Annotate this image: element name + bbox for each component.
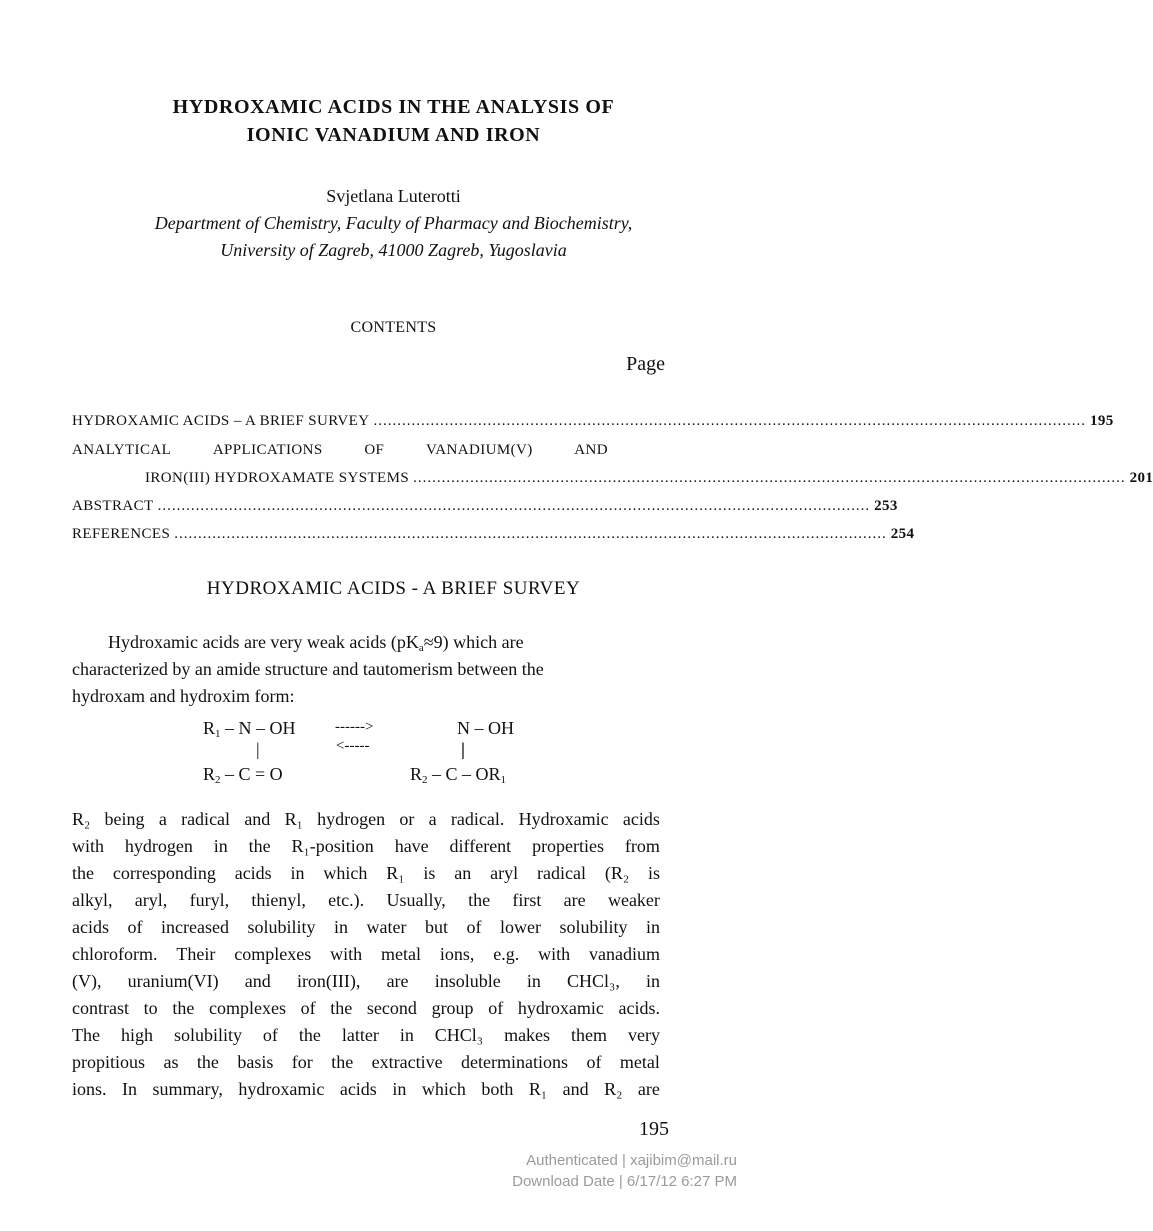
body-word: with [72, 836, 105, 856]
body-word: R₁ [528, 1079, 548, 1099]
body-word: (V), [72, 971, 102, 991]
body-word: contrast [72, 998, 129, 1018]
toc-entry[interactable] [72, 498, 898, 515]
body-word: alkyl, [72, 890, 113, 910]
body-line [72, 836, 660, 857]
body-word: the [468, 890, 491, 910]
body-word: but [424, 917, 448, 937]
body-word: aryl [490, 863, 519, 883]
intro-line-3: hydroxam and hydroxim form: [72, 686, 295, 706]
body-word: the [196, 1052, 219, 1072]
body-word: hydrogen [124, 836, 193, 856]
body-word: radical [181, 809, 231, 829]
body-word: a [158, 809, 167, 829]
body-word: from [624, 836, 660, 856]
body-word: solubility [247, 917, 316, 937]
toc-word: OF [364, 442, 385, 458]
body-word: water [366, 917, 407, 937]
body-word: different [449, 836, 512, 856]
body-line [72, 1079, 660, 1100]
watermark-download-date: Download Date | 6/17/12 6:27 PM [512, 1173, 737, 1190]
toc-word: VANADIUM(V) [425, 442, 533, 458]
body-word: and [562, 1079, 589, 1099]
body-word: a [428, 809, 437, 829]
affiliation-line-1: Department of Chemistry, Faculty of Pharmacy and Biochemistry, [154, 213, 633, 233]
body-word: of [488, 998, 504, 1018]
toc-leader: ...................................................................................................................................................... [157, 498, 871, 514]
body-word: CHCl₃ [434, 1025, 484, 1045]
body-word: and [244, 809, 271, 829]
scheme-hydroxim-bottom: $R_2$ – C – $OR_1$ [410, 764, 507, 786]
body-word: solubility [559, 917, 628, 937]
body-word: and [244, 971, 271, 991]
body-word: chloroform. [72, 944, 158, 964]
body-word: The [72, 1025, 100, 1045]
scheme-bond-left: | [256, 739, 260, 759]
toc-entry-page: 253 [874, 498, 898, 514]
body-word: very [627, 1025, 660, 1045]
body-word: the [72, 863, 94, 883]
body-word: which [323, 863, 368, 883]
body-word: corresponding [112, 863, 216, 883]
body-word: latter [341, 1025, 379, 1045]
body-word: CHCl₃, [567, 971, 620, 991]
affiliation-line-2: University of Zagreb, 41000 Zagreb, Yugoslavia [220, 240, 567, 260]
section-heading: HYDROXAMIC ACIDS - A BRIEF SURVEY [206, 578, 581, 599]
toc-entry[interactable] [145, 470, 1153, 487]
toc-leader: ...................................................................................................................................................... [174, 526, 887, 542]
scheme-hydroxam-top: $R_1$ – N – OH [203, 718, 296, 740]
body-word: high [120, 1025, 153, 1045]
body-word: of [300, 998, 316, 1018]
body-word: acids [234, 863, 272, 883]
body-word: etc.). [328, 890, 365, 910]
body-word: R₂ [72, 809, 91, 829]
body-word: both [481, 1079, 514, 1099]
body-word: acids [339, 1079, 377, 1099]
body-word: in [333, 917, 348, 937]
author-name: Svjetlana Luterotti [326, 186, 461, 206]
contents-heading: CONTENTS [350, 319, 437, 336]
body-word: Hydroxamic [518, 809, 609, 829]
body-line [72, 890, 660, 911]
toc-entry[interactable] [72, 526, 915, 543]
watermark-authenticated: Authenticated | xajibim@mail.ru [526, 1152, 737, 1169]
body-line [72, 971, 660, 992]
body-word: radical [537, 863, 586, 883]
body-word: in [645, 971, 660, 991]
body-word: in [526, 971, 541, 991]
body-line [72, 1025, 660, 1046]
body-word: are [386, 971, 409, 991]
body-word: summary, [152, 1079, 223, 1099]
body-word: the [331, 1052, 354, 1072]
body-word: e.g. [493, 944, 520, 964]
body-word: uranium(VI) [127, 971, 219, 991]
toc-entry-title: HYDROXAMIC ACIDS – A BRIEF SURVEY [72, 413, 370, 429]
body-word: R₁-position [291, 836, 374, 856]
body-word: basis [237, 1052, 274, 1072]
body-word: is [647, 863, 660, 883]
body-word: have [394, 836, 429, 856]
body-line [72, 998, 660, 1019]
body-word: acids [622, 809, 660, 829]
body-word: Usually, [386, 890, 446, 910]
toc-word: ANALYTICAL [72, 442, 172, 458]
body-word: lower [499, 917, 541, 937]
body-line [72, 1052, 660, 1073]
body-word: hydrogen [317, 809, 386, 829]
body-word: properties [532, 836, 605, 856]
body-word: complexes [208, 998, 286, 1018]
body-word: makes [504, 1025, 551, 1045]
scheme-forward-arrow: ------> [335, 719, 374, 735]
body-word: metal [619, 1052, 660, 1072]
body-word: in [392, 1079, 407, 1099]
body-word: for [291, 1052, 313, 1072]
scheme-hydroxim-top: N – OH [457, 718, 514, 738]
toc-leader: ...................................................................................................................................................... [373, 413, 1086, 429]
body-word: an [454, 863, 472, 883]
toc-entry-page: 254 [890, 526, 915, 542]
body-word: the [330, 998, 353, 1018]
body-word: R₁ [386, 863, 405, 883]
body-word: is [423, 863, 436, 883]
body-word: extractive [371, 1052, 443, 1072]
body-word: metal [380, 944, 421, 964]
scheme-bond-right: | [461, 739, 465, 759]
body-word: them [571, 1025, 608, 1045]
toc-entry-page: 201 [1129, 470, 1153, 486]
intro-line-2: characterized by an amide structure and tautomerism between the [72, 659, 544, 679]
page-number: 195 [639, 1118, 669, 1140]
body-word: with [330, 944, 363, 964]
body-word: (R₂ [604, 863, 630, 883]
body-word: in [290, 863, 305, 883]
article-title-line-2: IONIC VANADIUM AND IRON [246, 124, 541, 146]
body-word: vanadium [588, 944, 660, 964]
scheme-hydroxam-bottom: $R_2 - C = O$ [203, 764, 283, 786]
toc-entry-title: IRON(III) HYDROXAMATE SYSTEMS [145, 470, 410, 486]
body-word: in [399, 1025, 414, 1045]
body-word: group [431, 998, 474, 1018]
toc-entry-page: 195 [1089, 413, 1114, 429]
body-line [72, 809, 660, 830]
body-word: complexes [234, 944, 312, 964]
toc-entry-title: REFERENCES [72, 526, 171, 542]
body-word: of [586, 1052, 602, 1072]
body-word: ions, [439, 944, 475, 964]
toc-word: AND [574, 442, 608, 458]
body-word: being [104, 809, 145, 829]
toc-word: APPLICATIONS [212, 442, 323, 458]
body-word: or [399, 809, 415, 829]
body-word: the [298, 1025, 321, 1045]
body-word: insoluble [434, 971, 501, 991]
body-word: hydroxamic [238, 1079, 325, 1099]
body-word: iron(III), [296, 971, 361, 991]
article-title-line-1: HYDROXAMIC ACIDS IN THE ANALYSIS OF [172, 96, 615, 118]
body-word: as [163, 1052, 179, 1072]
body-word: R₂ [604, 1079, 623, 1099]
body-word: which [421, 1079, 466, 1099]
toc-entry-title-line-1[interactable] [72, 442, 668, 459]
body-word: weaker [607, 890, 660, 910]
body-word: thienyl, [251, 890, 306, 910]
body-line [72, 917, 660, 938]
body-word: of [127, 917, 143, 937]
body-word: radical. [450, 809, 505, 829]
toc-leader: ...................................................................................................................................................... [413, 470, 1126, 486]
body-line [72, 944, 660, 965]
body-word: with [538, 944, 571, 964]
body-word: to [143, 998, 158, 1018]
body-line [72, 863, 660, 884]
body-word: second [366, 998, 417, 1018]
body-word: propitious [72, 1052, 146, 1072]
intro-text: Hydroxamic acids are very weak acids $(pK_a\approx 9)$ which are [108, 632, 524, 654]
body-word: increased [160, 917, 229, 937]
body-word: ions. [72, 1079, 107, 1099]
body-word: furyl, [189, 890, 230, 910]
body-word: solubility [173, 1025, 242, 1045]
body-word: in [213, 836, 228, 856]
body-word: acids [72, 917, 109, 937]
body-word: the [248, 836, 271, 856]
scheme-reverse-arrow: <----- [336, 738, 370, 754]
body-word: are [563, 890, 586, 910]
body-word: in [645, 917, 660, 937]
body-word: R₁ [284, 809, 303, 829]
intro-line-1 [108, 632, 660, 654]
body-word: hydroxamic [517, 998, 604, 1018]
body-word: are [637, 1079, 660, 1099]
toc-entry[interactable] [72, 413, 1114, 430]
toc-entry-title: ABSTRACT [72, 498, 154, 514]
body-word: determinations [461, 1052, 569, 1072]
body-word: first [512, 890, 542, 910]
body-word: In [122, 1079, 138, 1099]
body-word: of [466, 917, 482, 937]
page-column-label: Page [626, 353, 665, 375]
body-word: the [172, 998, 195, 1018]
body-word: acids. [618, 998, 660, 1018]
body-word: of [262, 1025, 278, 1045]
body-word: aryl, [134, 890, 168, 910]
body-word: Their [176, 944, 216, 964]
